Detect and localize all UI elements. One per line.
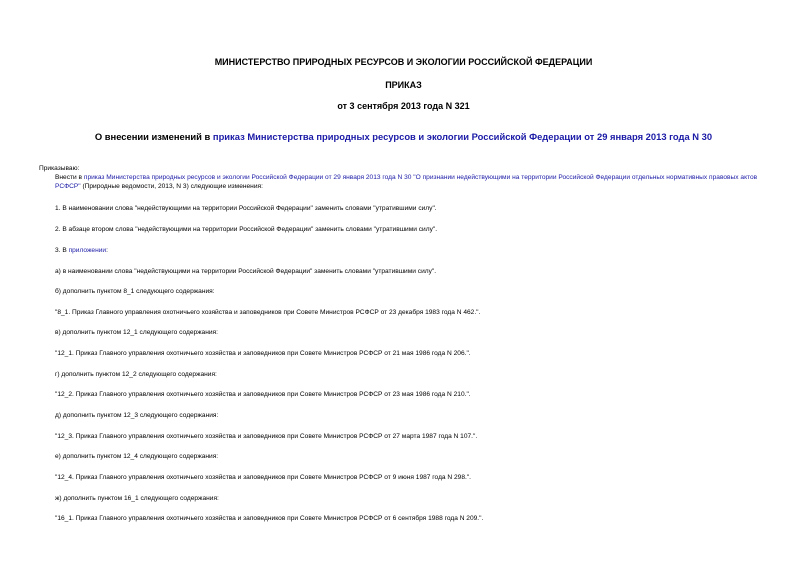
subitem-e: е) дополнить пунктом 12_4 следующего содержания: xyxy=(55,453,219,460)
subitem-zh-text: "16_1. Приказ Главного управления охотничьего хозяйства и заповедников при Совете Министров РСФСР от 6 сентября 1988 года N 209.". xyxy=(55,515,484,522)
subitem-b-text: "8_1. Приказ Главного управления охотничьего хозяйства и заповедников при Совете Министров РСФСР от 23 декабря 1983 года N 462.". xyxy=(55,309,481,316)
subitem-v-text: "12_1. Приказ Главного управления охотничьего хозяйства и заповедников при Совете Министров РСФСР от 21 мая 1986 года N 206.". xyxy=(55,350,471,357)
amendment-paragraph xyxy=(55,173,775,191)
document-date-number: от 3 сентября 2013 года N 321 xyxy=(337,101,470,111)
item-3-prefix: 3. В xyxy=(55,247,69,254)
ministry-title: МИНИСТЕРСТВО ПРИРОДНЫХ РЕСУРСОВ И ЭКОЛОГИИ РОССИЙСКОЙ ФЕДЕРАЦИИ xyxy=(214,57,593,67)
subitem-d: д) дополнить пунктом 12_3 следующего содержания: xyxy=(55,412,219,419)
amendment-suffix: (Природные ведомости, 2013, N 3) следующие изменения: xyxy=(80,183,263,190)
subitem-a: а) в наименовании слова "недействующими на территории Российской Федерации" заменить словами "утратившими силу". xyxy=(55,268,437,275)
item-3-suffix: : xyxy=(106,247,108,254)
subitem-b: б) дополнить пунктом 8_1 следующего содержания: xyxy=(55,288,215,295)
subject-link[interactable]: приказ Министерства природных ресурсов и экологии Российской Федерации от 29 января 2013 года N 30 xyxy=(212,131,713,142)
amendment-link[interactable]: приказ Министерства природных ресурсов и экологии Российской Федерации от 29 января 2013 года N 30 "О признании недействующими на территории Российской Федерации отдельных нормативных правовых актов РСФСР" xyxy=(55,174,758,190)
document-type: ПРИКАЗ xyxy=(385,80,422,90)
subitem-e-text: "12_4. Приказ Главного управления охотничьего хозяйства и заповедников при Совете Министров РСФСР от 9 июня 1987 года N 298.". xyxy=(55,474,472,481)
item-3 xyxy=(55,246,108,255)
item-1: 1. В наименовании слова "недействующими на территории Российской Федерации" заменить словами "утратившими силу". xyxy=(55,205,437,212)
subitem-zh: ж) дополнить пунктом 16_1 следующего содержания: xyxy=(55,495,219,502)
subitem-d-text: "12_3. Приказ Главного управления охотничьего хозяйства и заповедников при Совете Министров РСФСР от 27 марта 1987 года N 107.". xyxy=(55,433,478,440)
subitem-g-text: "12_2. Приказ Главного управления охотничьего хозяйства и заповедников при Совете Министров РСФСР от 23 мая 1986 года N 210.". xyxy=(55,391,471,398)
subitem-v: в) дополнить пунктом 12_1 следующего содержания: xyxy=(55,329,218,336)
subitem-g: г) дополнить пунктом 12_2 следующего содержания: xyxy=(55,371,217,378)
intro-text: Приказываю: xyxy=(39,165,80,172)
document-subject xyxy=(0,131,807,142)
item-2: 2. В абзаце втором слова "недействующими на территории Российской Федерации" заменить словами "утратившими силу". xyxy=(55,226,438,233)
amendment-prefix: Внести в xyxy=(55,174,84,181)
subject-prefix: О внесении изменений в xyxy=(94,131,213,142)
appendix-link[interactable]: приложении xyxy=(68,247,107,254)
